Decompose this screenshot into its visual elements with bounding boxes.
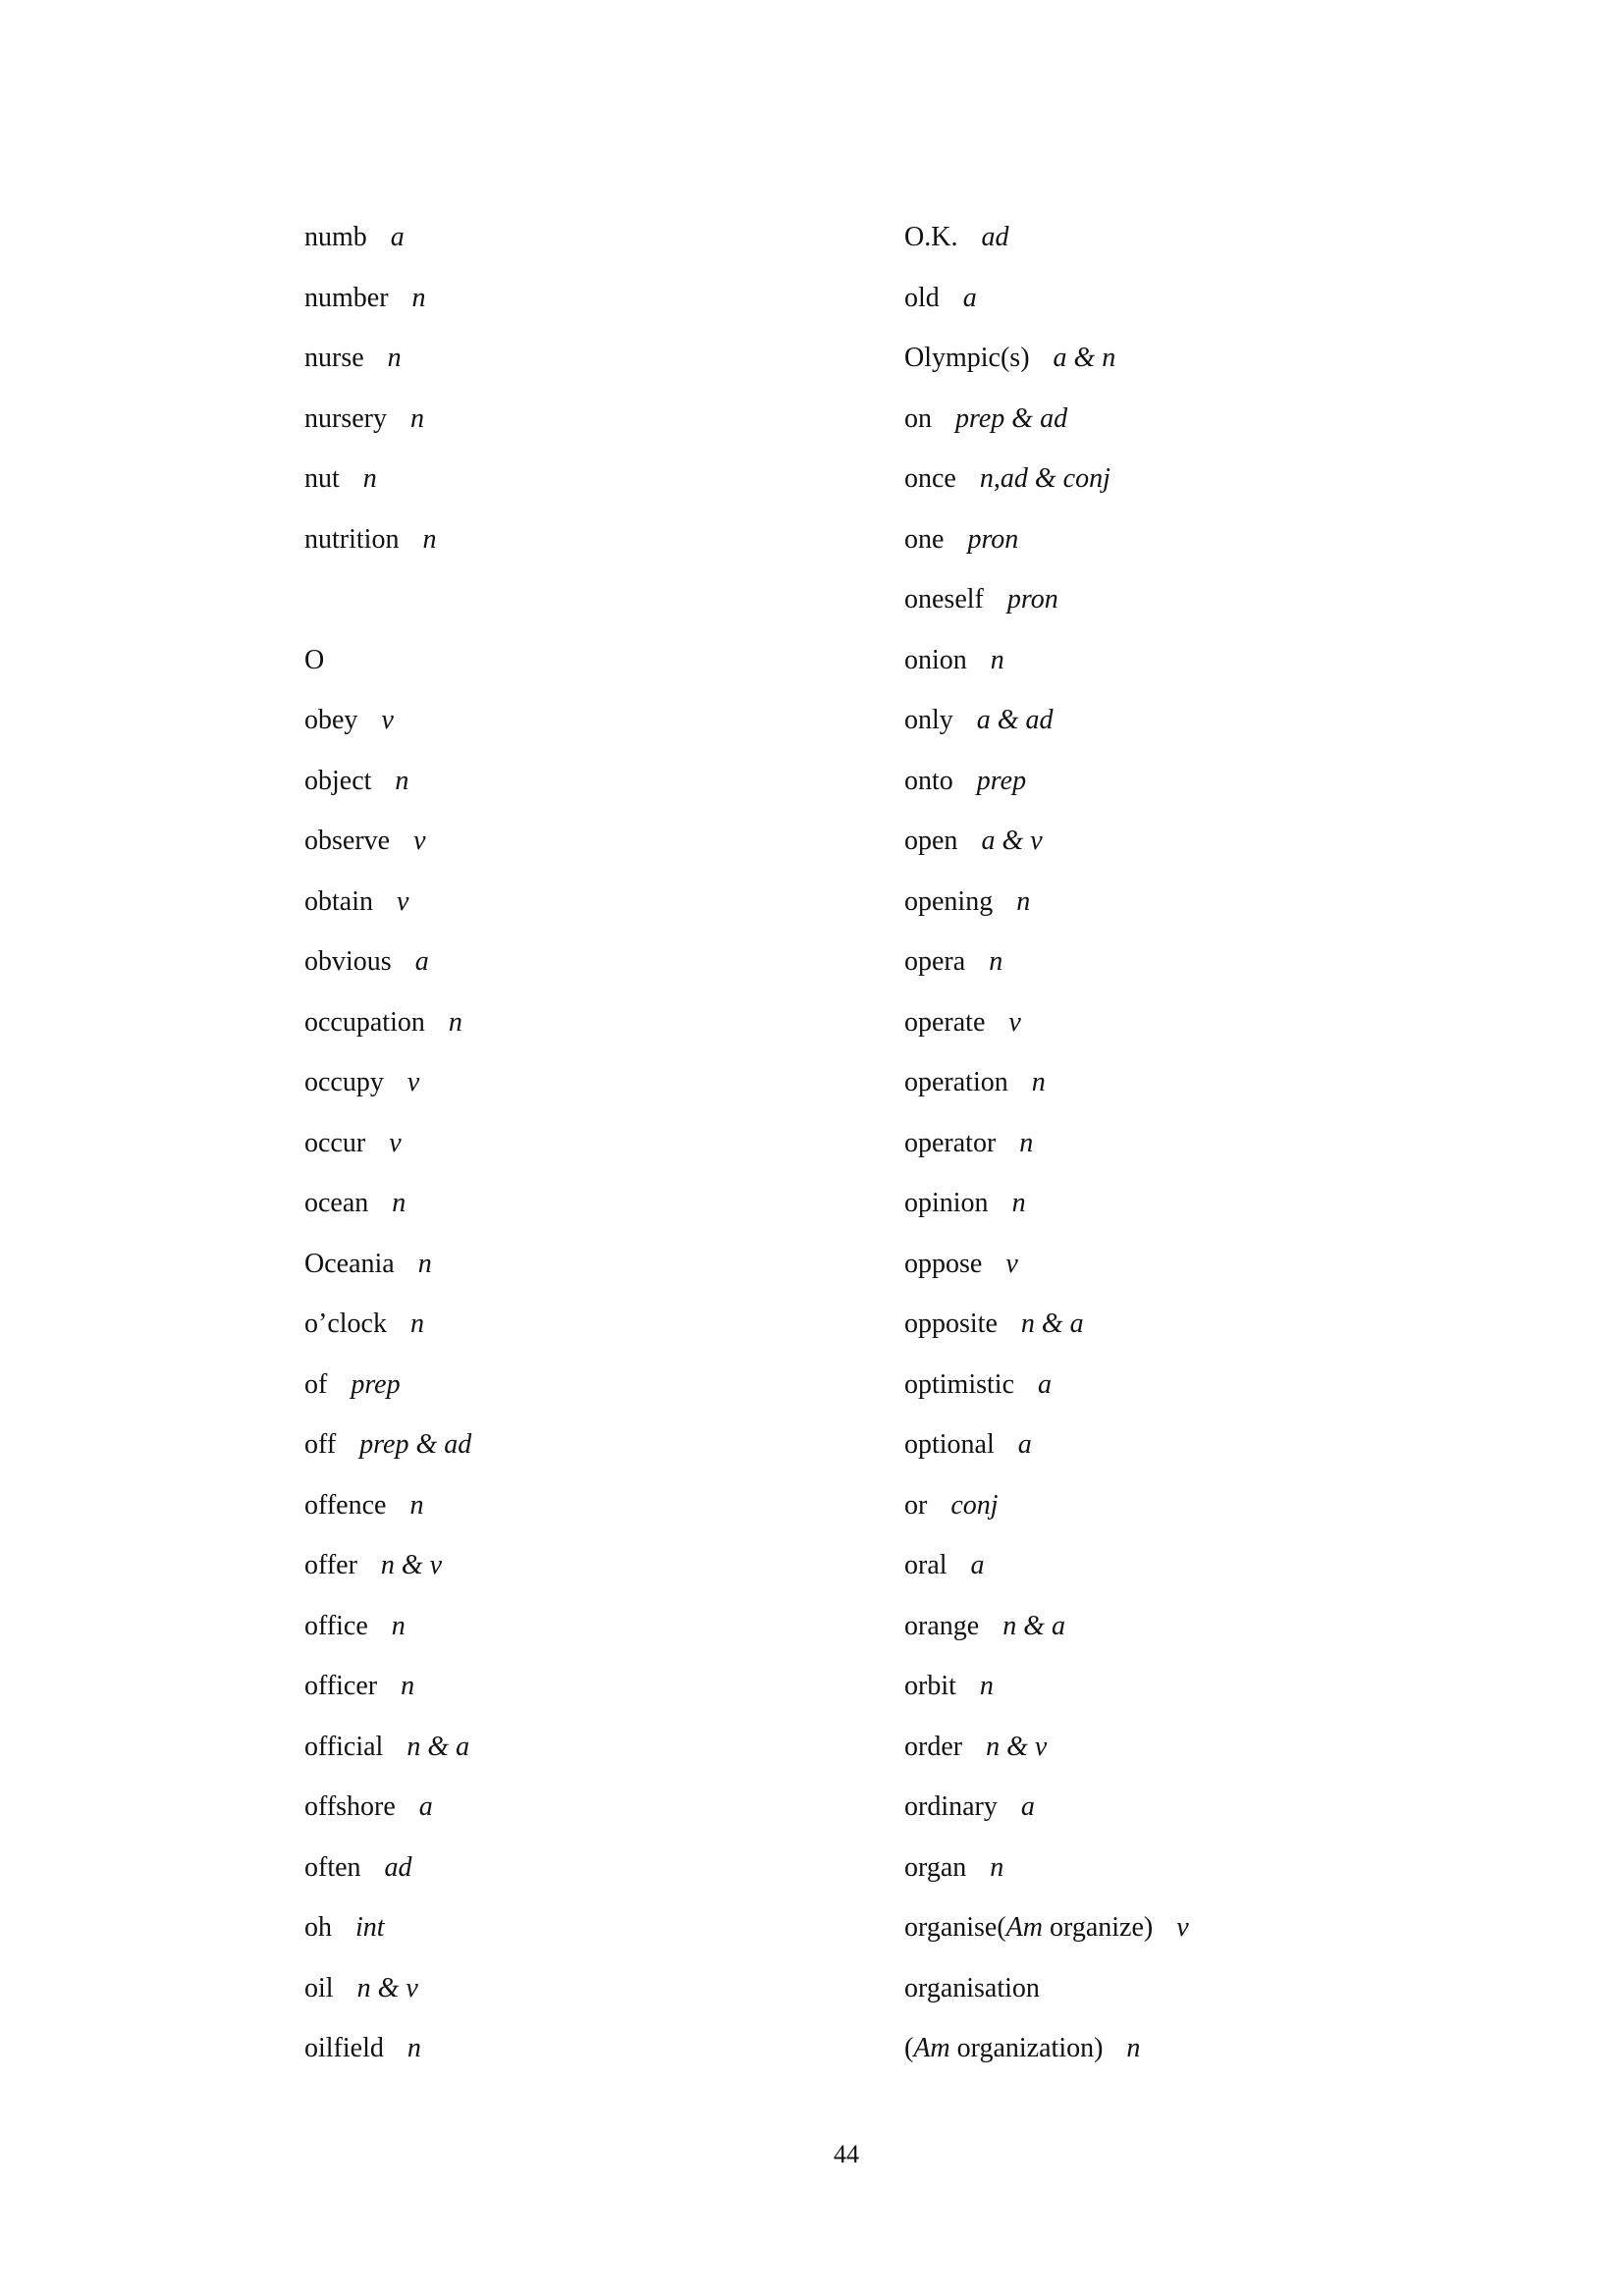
dictionary-entry xyxy=(904,1601,1189,1662)
dictionary-entry xyxy=(904,574,1189,635)
part-of-speech: n xyxy=(387,343,402,373)
dictionary-entry xyxy=(304,1963,471,2024)
dictionary-entry xyxy=(904,1963,1189,2024)
entry-word: often xyxy=(304,1851,361,1883)
dictionary-entry xyxy=(304,1057,471,1118)
dictionary-entry xyxy=(304,574,471,635)
dictionary-entry xyxy=(304,997,471,1058)
dictionary-entry xyxy=(904,212,1189,273)
part-of-speech: a xyxy=(390,222,405,252)
part-of-speech: prep xyxy=(976,765,1027,796)
dictionary-entry xyxy=(904,2023,1189,2084)
entry-word: oneself xyxy=(904,584,984,614)
dictionary-entry xyxy=(304,1360,471,1420)
dictionary-entry xyxy=(904,1782,1189,1842)
entry-word: optimistic xyxy=(904,1368,1014,1400)
dictionary-entry xyxy=(304,514,471,575)
entry-word: orange xyxy=(904,1610,980,1641)
entry-word: office xyxy=(304,1610,368,1641)
dictionary-entry xyxy=(904,877,1189,937)
entry-word: officer xyxy=(304,1671,378,1701)
entry-word: obvious xyxy=(304,946,392,977)
part-of-speech: ad xyxy=(384,1851,412,1883)
part-of-speech: n xyxy=(409,1308,424,1339)
entry-word: occupy xyxy=(304,1067,384,1097)
part-of-speech: conj xyxy=(950,1489,999,1521)
entry-word: oppose xyxy=(904,1248,983,1279)
entry-word: obtain xyxy=(304,885,373,917)
part-of-speech: a & ad xyxy=(976,705,1054,735)
dictionary-entry xyxy=(904,1239,1189,1300)
dictionary-entry xyxy=(904,816,1189,877)
part-of-speech: int xyxy=(355,1912,385,1943)
entry-word: opening xyxy=(904,885,994,917)
entry-word: nutrition xyxy=(304,523,400,555)
part-of-speech: n xyxy=(1016,885,1031,917)
dictionary-entry xyxy=(304,695,471,756)
part-of-speech: a xyxy=(1038,1368,1052,1400)
entry-word: off xyxy=(304,1429,337,1460)
dictionary-entry xyxy=(304,1722,471,1783)
entry-word: or xyxy=(904,1489,928,1521)
dictionary-entry xyxy=(904,454,1189,514)
part-of-speech: a xyxy=(414,946,429,977)
entry-word: ocean xyxy=(304,1188,369,1218)
entry-word: only xyxy=(904,705,953,735)
dictionary-entry xyxy=(304,1118,471,1179)
entry-word: onion xyxy=(904,644,967,675)
part-of-speech: v xyxy=(413,826,426,856)
part-of-speech: n xyxy=(409,1489,424,1521)
page-number: 44 xyxy=(834,2140,859,2168)
part-of-speech: a xyxy=(1020,1791,1035,1822)
dictionary-entry xyxy=(904,1360,1189,1420)
part-of-speech: v xyxy=(397,885,409,917)
part-of-speech: v xyxy=(389,1127,402,1158)
part-of-speech: n & a xyxy=(1002,1610,1065,1641)
dictionary-entry xyxy=(304,1480,471,1541)
entry-word: object xyxy=(304,765,372,796)
part-of-speech: n & v xyxy=(356,1972,418,2003)
part-of-speech: n xyxy=(422,523,437,555)
dictionary-entry xyxy=(304,816,471,877)
dictionary-entry xyxy=(904,1902,1189,1963)
dictionary-entry xyxy=(304,635,471,696)
part-of-speech: a xyxy=(962,282,977,313)
entry-word: operator xyxy=(904,1127,997,1158)
entry-word: organ xyxy=(904,1851,967,1883)
part-of-speech: n xyxy=(989,946,1003,977)
entry-word: nut xyxy=(304,463,340,494)
part-of-speech: a xyxy=(418,1791,433,1822)
part-of-speech: n xyxy=(362,463,377,494)
american-usage-note: Am xyxy=(1005,1912,1044,1943)
entry-word: old xyxy=(904,282,940,313)
part-of-speech: n xyxy=(1019,1127,1034,1158)
part-of-speech: n xyxy=(406,2033,421,2063)
dictionary-entry xyxy=(304,2023,471,2084)
entry-word: O.K. xyxy=(904,222,958,252)
dictionary-entry xyxy=(304,1661,471,1722)
entry-word: onto xyxy=(904,765,953,796)
part-of-speech: prep & ad xyxy=(955,402,1068,434)
entry-word: oilfield xyxy=(304,2033,384,2063)
part-of-speech: pron xyxy=(967,523,1019,555)
part-of-speech: v xyxy=(1008,1006,1021,1038)
dictionary-entry xyxy=(904,394,1189,454)
part-of-speech: ad xyxy=(981,222,1009,252)
dictionary-entry xyxy=(904,1299,1189,1360)
entry-word: optional xyxy=(904,1429,995,1460)
part-of-speech: n & v xyxy=(380,1550,443,1580)
dictionary-entry xyxy=(304,1178,471,1239)
dictionary-entry xyxy=(904,635,1189,696)
entry-word: oh xyxy=(304,1912,332,1943)
entry-word-prefix: ( xyxy=(904,2033,914,2063)
part-of-speech: n xyxy=(395,765,409,796)
entry-word: operate xyxy=(904,1006,986,1038)
dictionary-entry xyxy=(304,756,471,817)
part-of-speech: n xyxy=(990,644,1004,675)
dictionary-entry xyxy=(904,1118,1189,1179)
dictionary-entry xyxy=(904,273,1189,334)
dictionary-entry xyxy=(904,333,1189,394)
dictionary-entry xyxy=(304,936,471,997)
part-of-speech: n xyxy=(409,402,424,434)
part-of-speech: n xyxy=(448,1006,462,1038)
dictionary-entry xyxy=(904,1480,1189,1541)
dictionary-entry xyxy=(904,936,1189,997)
entry-word: order xyxy=(904,1731,963,1762)
entry-word xyxy=(904,2033,1103,2063)
part-of-speech: n xyxy=(1126,2033,1141,2063)
dictionary-entry xyxy=(904,1419,1189,1480)
dictionary-entry xyxy=(904,514,1189,575)
dictionary-entry xyxy=(304,877,471,937)
part-of-speech: v xyxy=(381,705,394,735)
entry-word-suffix: organization) xyxy=(949,2033,1104,2063)
dictionary-entry xyxy=(304,1842,471,1903)
dictionary-entry xyxy=(304,454,471,514)
entry-word: one xyxy=(904,523,945,555)
part-of-speech: pron xyxy=(1006,584,1058,614)
entry-word: orbit xyxy=(904,1671,956,1701)
dictionary-entry xyxy=(304,1299,471,1360)
dictionary-entry xyxy=(904,1661,1189,1722)
entry-word: ordinary xyxy=(904,1791,998,1822)
part-of-speech: v xyxy=(1005,1248,1018,1279)
entry-word: offence xyxy=(304,1489,387,1521)
entry-word: number xyxy=(304,282,389,313)
american-usage-note: Am xyxy=(913,2033,950,2063)
part-of-speech: a & n xyxy=(1053,343,1116,373)
entry-word: nurse xyxy=(304,343,364,373)
entry-word: open xyxy=(904,826,958,856)
entry-word: opera xyxy=(904,946,966,977)
dictionary-entry xyxy=(304,1239,471,1300)
part-of-speech: a & v xyxy=(981,826,1043,856)
entry-word: o’clock xyxy=(304,1308,387,1339)
dictionary-entry xyxy=(904,695,1189,756)
dictionary-entry xyxy=(304,1601,471,1662)
entry-word: occupation xyxy=(304,1006,425,1038)
dictionary-entry xyxy=(904,997,1189,1058)
dictionary-entry xyxy=(304,1782,471,1842)
part-of-speech: n xyxy=(401,1671,415,1701)
dictionary-entry xyxy=(904,1178,1189,1239)
entry-word: opposite xyxy=(904,1308,998,1339)
part-of-speech: n,ad & conj xyxy=(979,463,1110,494)
part-of-speech: a xyxy=(1017,1429,1032,1460)
part-of-speech: prep xyxy=(351,1368,401,1400)
entry-word: on xyxy=(904,402,932,434)
dictionary-entry xyxy=(904,756,1189,817)
part-of-speech: v xyxy=(1176,1912,1189,1943)
part-of-speech: prep & ad xyxy=(359,1429,472,1460)
entry-word: organisation xyxy=(904,1972,1040,2003)
entry-word: observe xyxy=(304,826,391,856)
entry-word xyxy=(904,1912,1153,1943)
part-of-speech: n xyxy=(417,1248,432,1279)
entry-word: numb xyxy=(304,222,367,252)
entry-word: oil xyxy=(304,1972,334,2003)
part-of-speech: n & v xyxy=(986,1731,1048,1762)
dictionary-entry xyxy=(304,1419,471,1480)
entry-word: oral xyxy=(904,1550,947,1580)
dictionary-entry xyxy=(304,394,471,454)
entry-word: offer xyxy=(304,1550,357,1580)
entry-word: nursery xyxy=(304,402,387,434)
entry-word: official xyxy=(304,1731,384,1762)
part-of-speech: n xyxy=(411,282,426,313)
entry-word: O xyxy=(304,644,325,675)
dictionary-entry xyxy=(304,333,471,394)
part-of-speech: n xyxy=(1031,1067,1046,1097)
left-column xyxy=(304,212,471,2084)
part-of-speech: n xyxy=(392,1188,406,1218)
entry-word: opinion xyxy=(904,1188,989,1218)
entry-word: obey xyxy=(304,705,358,735)
entry-word-prefix: organise( xyxy=(904,1912,1006,1943)
right-column xyxy=(904,212,1189,2084)
entry-word: of xyxy=(304,1368,328,1400)
part-of-speech: n xyxy=(391,1610,406,1641)
dictionary-entry xyxy=(904,1842,1189,1903)
part-of-speech: n xyxy=(990,1851,1004,1883)
entry-word-suffix: organize) xyxy=(1043,1912,1154,1943)
entry-word: offshore xyxy=(304,1791,396,1822)
part-of-speech: a xyxy=(970,1550,985,1580)
dictionary-entry xyxy=(304,212,471,273)
entry-word: Oceania xyxy=(304,1248,395,1279)
dictionary-entry xyxy=(304,1902,471,1963)
dictionary-entry xyxy=(304,1540,471,1601)
part-of-speech: n & a xyxy=(1020,1308,1084,1339)
part-of-speech: n xyxy=(979,1671,994,1701)
part-of-speech: n xyxy=(1011,1188,1026,1218)
entry-word: Olympic(s) xyxy=(904,343,1030,373)
part-of-speech: n & a xyxy=(406,1731,470,1762)
dictionary-entry xyxy=(904,1722,1189,1783)
entry-word: occur xyxy=(304,1127,366,1158)
dictionary-entry xyxy=(904,1057,1189,1118)
dictionary-entry xyxy=(904,1540,1189,1601)
part-of-speech: v xyxy=(406,1067,420,1097)
dictionary-entry xyxy=(304,273,471,334)
entry-word: operation xyxy=(904,1067,1008,1097)
entry-word: once xyxy=(904,463,956,494)
